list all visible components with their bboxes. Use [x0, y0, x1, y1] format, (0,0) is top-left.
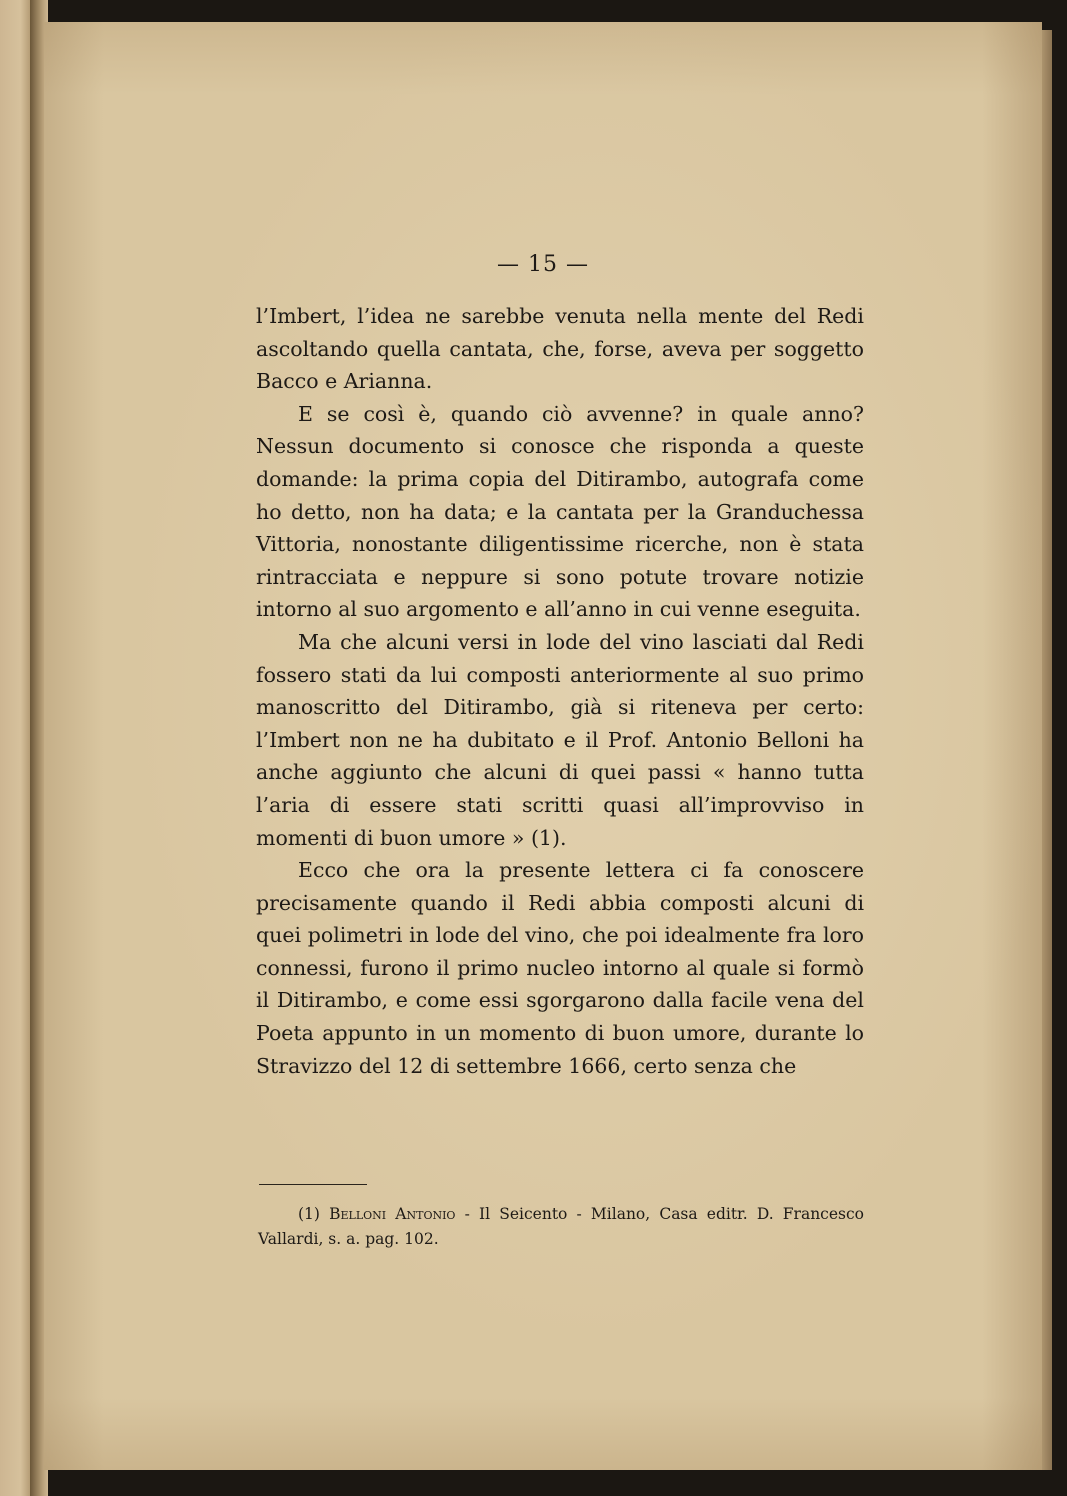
paragraph: l’Imbert, l’idea ne sarebbe venuta nella mente del Redi ascoltando quella cantata, che, forse, aveva per soggetto Bacco e Arianna. — [256, 304, 864, 394]
footnote-separator — [259, 1184, 367, 1185]
footnote-citation: - Il Seicento - Milano, Casa editr. D. Francesco Vallardi, s. a. pag. 102. — [258, 1205, 865, 1248]
footnote — [258, 1202, 864, 1252]
footnote-author: Belloni Antonio — [329, 1205, 456, 1223]
page-number: — 15 — — [497, 252, 589, 277]
paragraph: E se così è, quando ciò avvenne? in quale anno? Nessun documento si conosce che risponda a queste domande: la prima copia del Ditirambo, autografa come ho detto, non ha data; e la cantata per la Granduchessa Vittoria, nonostante diligentissime ricerche, non è stata rintracciata e neppure si sono potute trovare notizie intorno al suo argomento e all’anno in cui venne eseguita. — [256, 401, 864, 622]
footnote-marker: (1) — [298, 1205, 320, 1223]
book-page — [44, 22, 1042, 1470]
paragraph: Ma che alcuni versi in lode del vino lasciati dal Redi fossero stati da lui composti anteriormente al suo primo manoscritto del Ditirambo, già si riteneva per certo: l’Imbert non ne ha dubitato e il Prof. Antonio Belloni ha anche aggiunto che alcuni di quei passi « hanno tutta l’aria di essere stati scritti quasi all’improvviso in momenti di buon umore » (1). — [256, 629, 864, 850]
body-text — [256, 300, 864, 1082]
paragraph: Ecco che ora la presente lettera ci fa conoscere precisamente quando il Redi abbia composti alcuni di quei polimetri in lode del vino, che poi idealmente fra loro connessi, furono il primo nucleo intorno al quale si formò il Ditirambo, e come essi sgorgarono dalla facile vena del Poeta appunto in un momento di buon umore, durante lo Stravizzo del 12 di settembre 1666, certo senza che — [256, 858, 864, 1078]
left-facing-page-edge — [0, 0, 34, 1496]
